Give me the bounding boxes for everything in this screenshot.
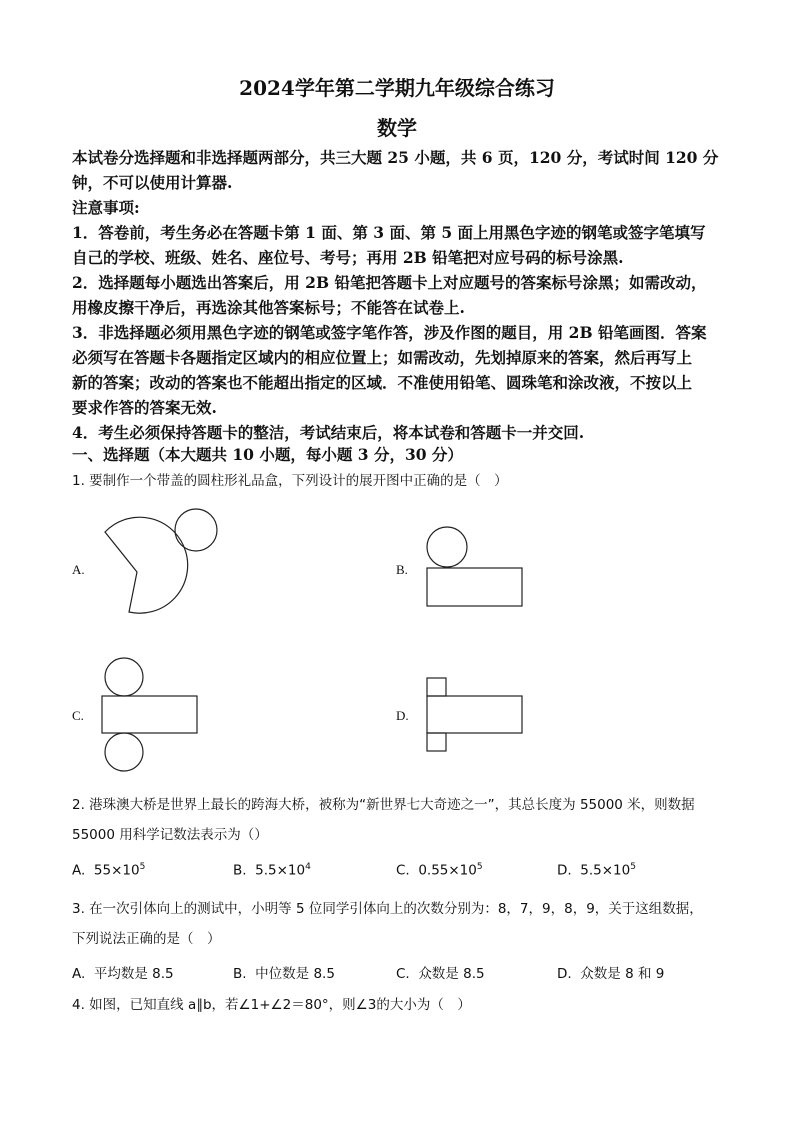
- option-text: 中位数是 8.5: [255, 966, 335, 982]
- circle-lid: [175, 509, 217, 551]
- option-text: 平均数是 8.5: [93, 966, 174, 982]
- note-line: 用橡皮擦干净后，再选涂其他答案标号；不能答在试卷上.: [72, 298, 465, 317]
- question-2-option-c: [396, 862, 483, 879]
- subject-title: 数学: [377, 116, 417, 140]
- question-3-option-a: [72, 962, 174, 982]
- option-value: 55×10: [93, 862, 140, 879]
- rectangle-side: [427, 696, 522, 733]
- note-line: 4．考生必须保持答题卡的整洁，考试结束后，将本试卷和答题卡一并交回.: [72, 423, 585, 442]
- square-top: [427, 678, 446, 696]
- note-line: 2．选择题每小题选出答案后，用 2B 铅笔把答题卡上对应题号的答案标号涂黑；如需改动，: [72, 273, 707, 292]
- intro-line: 钟，不可以使用计算器.: [72, 173, 233, 192]
- option-d-label: D.: [396, 708, 409, 723]
- option-label: C.: [396, 862, 410, 879]
- question-3-option-c: [396, 962, 485, 982]
- option-label: A.: [72, 862, 86, 879]
- exam-title: 2024学年第二学期九年级综合练习: [239, 76, 555, 100]
- section-heading: 一、选择题（本大题共 10 小题，每小题 3 分，30 分）: [72, 445, 463, 464]
- note-line: 必须写在答题卡各题指定区域内的相应位置上；如需改动，先划掉原来的答案，然后再写上: [72, 348, 693, 367]
- option-label: D.: [557, 966, 572, 982]
- net-figure-d: [420, 676, 530, 756]
- option-label: D.: [557, 862, 572, 879]
- question-2-stem: 2. 港珠澳大桥是世界上最长的跨海大桥，被称为“新世界七大奇迹之一”，其总长度为 55000 米，则数据: [72, 797, 695, 813]
- question-3-stem: 下列说法正确的是（ ）: [72, 931, 221, 947]
- square-bottom: [427, 733, 446, 751]
- rectangle-side: [102, 696, 197, 733]
- question-3-stem: 3. 在一次引体向上的测试中，小明等 5 位同学引体向上的次数分别为：8，7，9，8，9，关于这组数据，: [72, 901, 703, 917]
- option-label: B.: [233, 862, 247, 879]
- option-a-label: A.: [72, 562, 85, 577]
- note-line: 1．答卷前，考生务必在答题卡第 1 面、第 3 面、第 5 面上用黑色字迹的钢笔或签字笔填写: [72, 223, 706, 242]
- question-2-stem: 55000 用科学记数法表示为（）: [72, 827, 268, 843]
- question-4-stem: 4. 如图，已知直线 a∥b，若∠1+∠2＝80°，则∠3的大小为（ ）: [72, 997, 471, 1013]
- option-value: 5.5×10: [580, 862, 631, 879]
- option-label: C.: [396, 966, 410, 982]
- option-text: 众数是 8.5: [418, 966, 485, 982]
- option-value: 0.55×10: [418, 862, 477, 879]
- option-exponent: 4: [305, 862, 311, 872]
- question-2-option-b: [233, 862, 311, 879]
- option-exponent: 5: [630, 862, 636, 872]
- option-label: A.: [72, 966, 86, 982]
- note-line: 新的答案；改动的答案也不能超出指定的区域．不准使用铅笔、圆珠笔和涂改液，不按以上: [72, 373, 693, 392]
- net-figure-b: [420, 524, 530, 614]
- net-figure-c: [98, 657, 208, 775]
- notes-heading: 注意事项:: [72, 198, 140, 217]
- note-line: 要求作答的答案无效.: [72, 398, 217, 417]
- note-line: 3．非选择题必须用黑色字迹的钢笔或签字笔作答，涉及作图的题目，用 2B 铅笔画图．答案: [72, 323, 707, 342]
- intro-line: 本试卷分选择题和非选择题两部分，共三大题 25 小题，共 6 页，120 分，考试时间 120 分: [72, 148, 719, 167]
- question-2-option-d: [557, 862, 636, 879]
- option-exponent: 5: [139, 862, 146, 872]
- option-value: 5.5×10: [255, 862, 306, 879]
- option-exponent: 5: [476, 862, 483, 872]
- option-text: 众数是 8 和 9: [580, 966, 665, 982]
- question-3-option-b: [233, 962, 335, 982]
- question-1-stem: 1. 要制作一个带盖的圆柱形礼品盒，下列设计的展开图中正确的是（ ）: [72, 473, 508, 489]
- note-line: 自己的学校、班级、姓名、座位号、考号；再用 2B 铅笔把对应号码的标号涂黑.: [72, 248, 624, 267]
- question-2-option-a: [72, 862, 145, 879]
- question-3-option-d: [557, 962, 664, 982]
- circle-lid: [427, 527, 467, 567]
- option-b-label: B.: [396, 562, 408, 577]
- rectangle-side: [427, 568, 522, 606]
- net-figure-a: [95, 505, 225, 625]
- circle-bottom: [105, 733, 143, 771]
- circle-top: [105, 658, 143, 696]
- option-label: B.: [233, 966, 247, 982]
- option-c-label: C.: [72, 708, 84, 723]
